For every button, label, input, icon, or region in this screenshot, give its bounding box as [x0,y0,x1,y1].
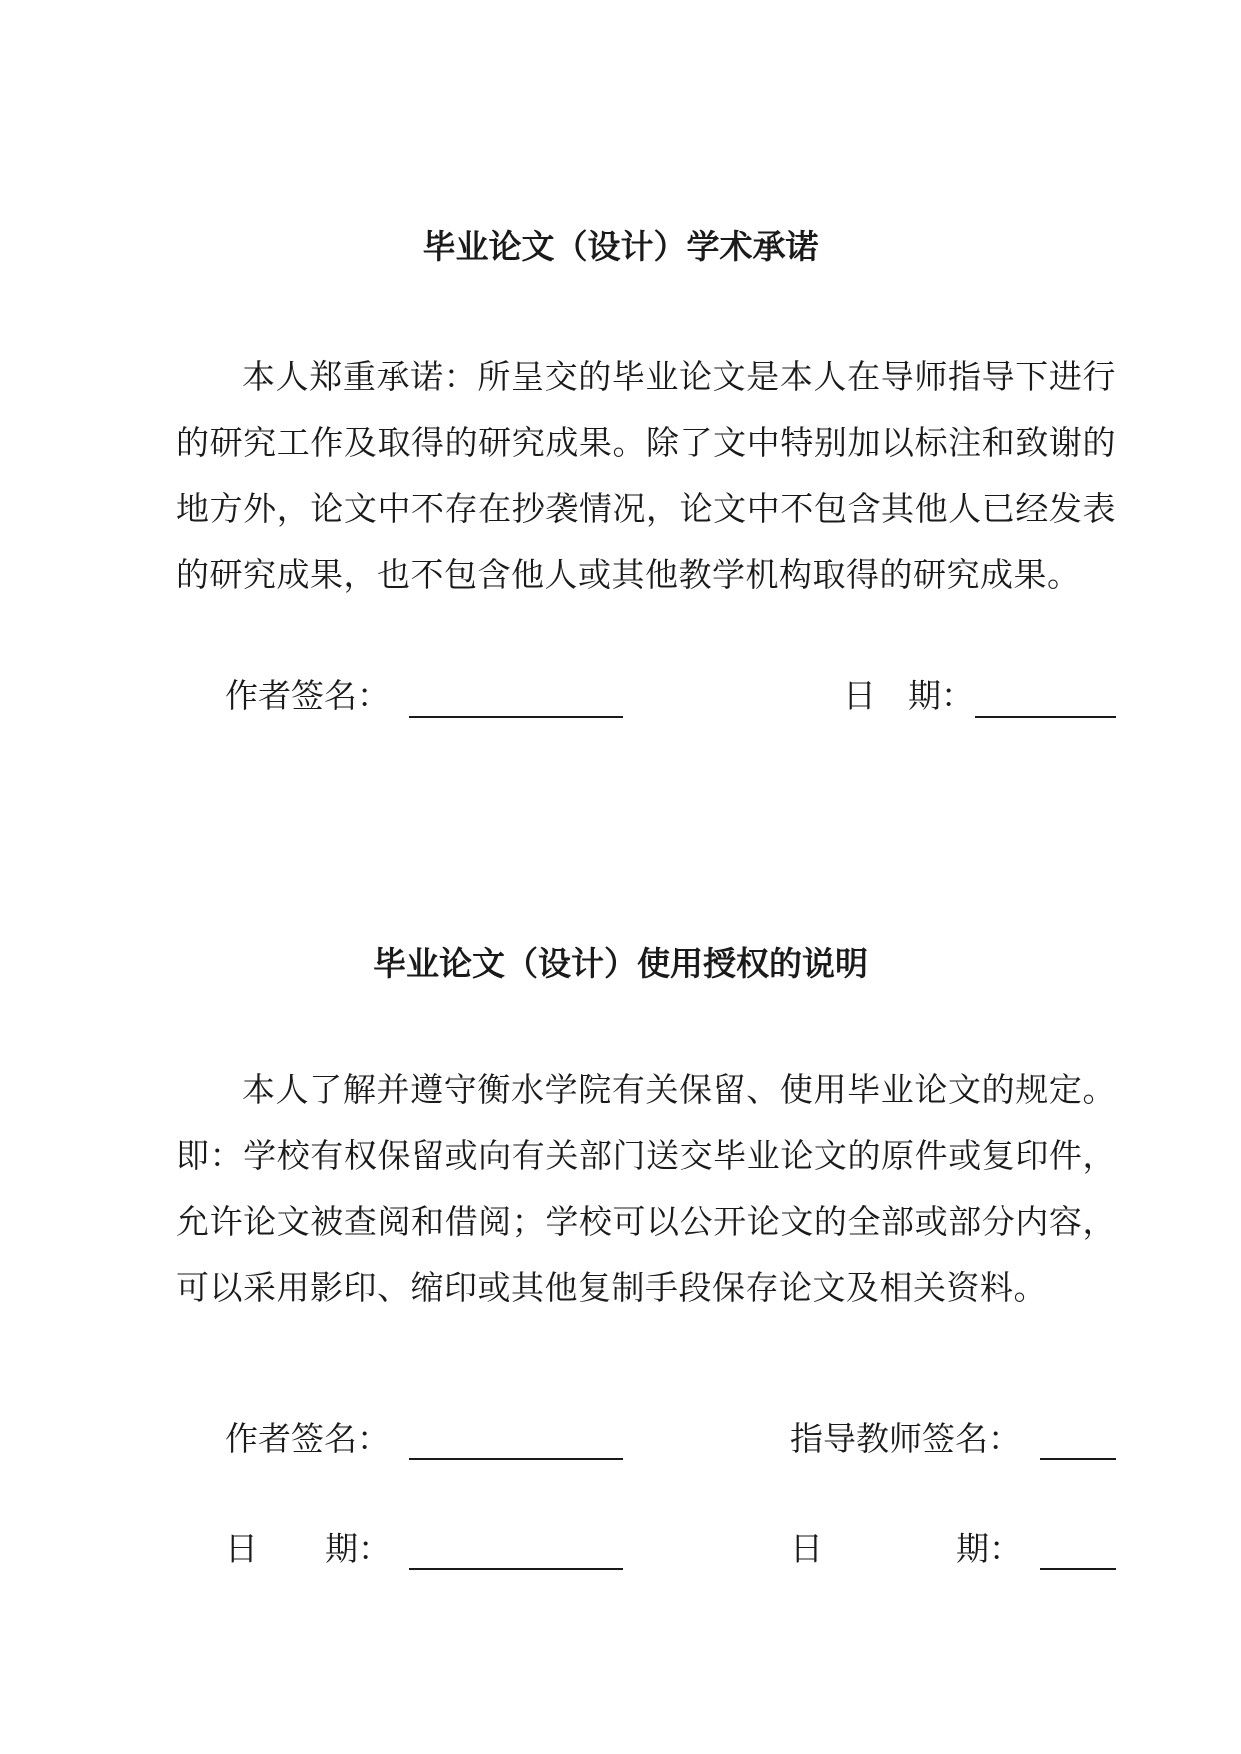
academic-pledge-body: 本人郑重承诺：所呈交的毕业论文是本人在导师指导下进行的研究工作及取得的研究成果。除了文中特别加以标注和致谢的地方外，论文中不存在抄袭情况，论文中不包含其他人已经发表的研究成果，也不包含他人或其他教学机构取得的研究成果。 [176,357,1116,594]
date-line [975,716,1116,718]
advisor-signature-line [1040,1458,1116,1460]
date-label-left-char-2: 期： [325,1529,391,1568]
usage-authorization-body: 本人了解并遵守衡水学院有关保留、使用毕业论文的规定。即：学校有权保留或向有关部门送交毕业论文的原件或复印件，允许论文被查阅和借阅；学校可以公开论文的全部或部分内容，可以采用影印、缩印或其他复制手段保存论文及相关资料。 [176,1070,1116,1307]
author-signature-label: 作者签名： [225,676,390,715]
date-label-left-char-1: 日 [225,1529,258,1568]
author-signature-line [409,716,623,718]
date-line-left [409,1568,623,1570]
academic-pledge-title: 毕业论文（设计）学术承诺 [422,227,819,266]
advisor-signature-label: 指导教师签名： [790,1419,1021,1458]
date-label-char-1: 日 [843,676,876,715]
author-signature-label-2: 作者签名： [225,1419,390,1458]
author-signature-line-2 [409,1458,623,1460]
date-line-right [1040,1568,1116,1570]
date-label-char-2: 期： [908,676,974,715]
date-label-right-char-1: 日 [790,1529,823,1568]
usage-authorization-title: 毕业论文（设计）使用授权的说明 [373,944,868,983]
date-label-right-char-2: 期： [956,1529,1022,1568]
